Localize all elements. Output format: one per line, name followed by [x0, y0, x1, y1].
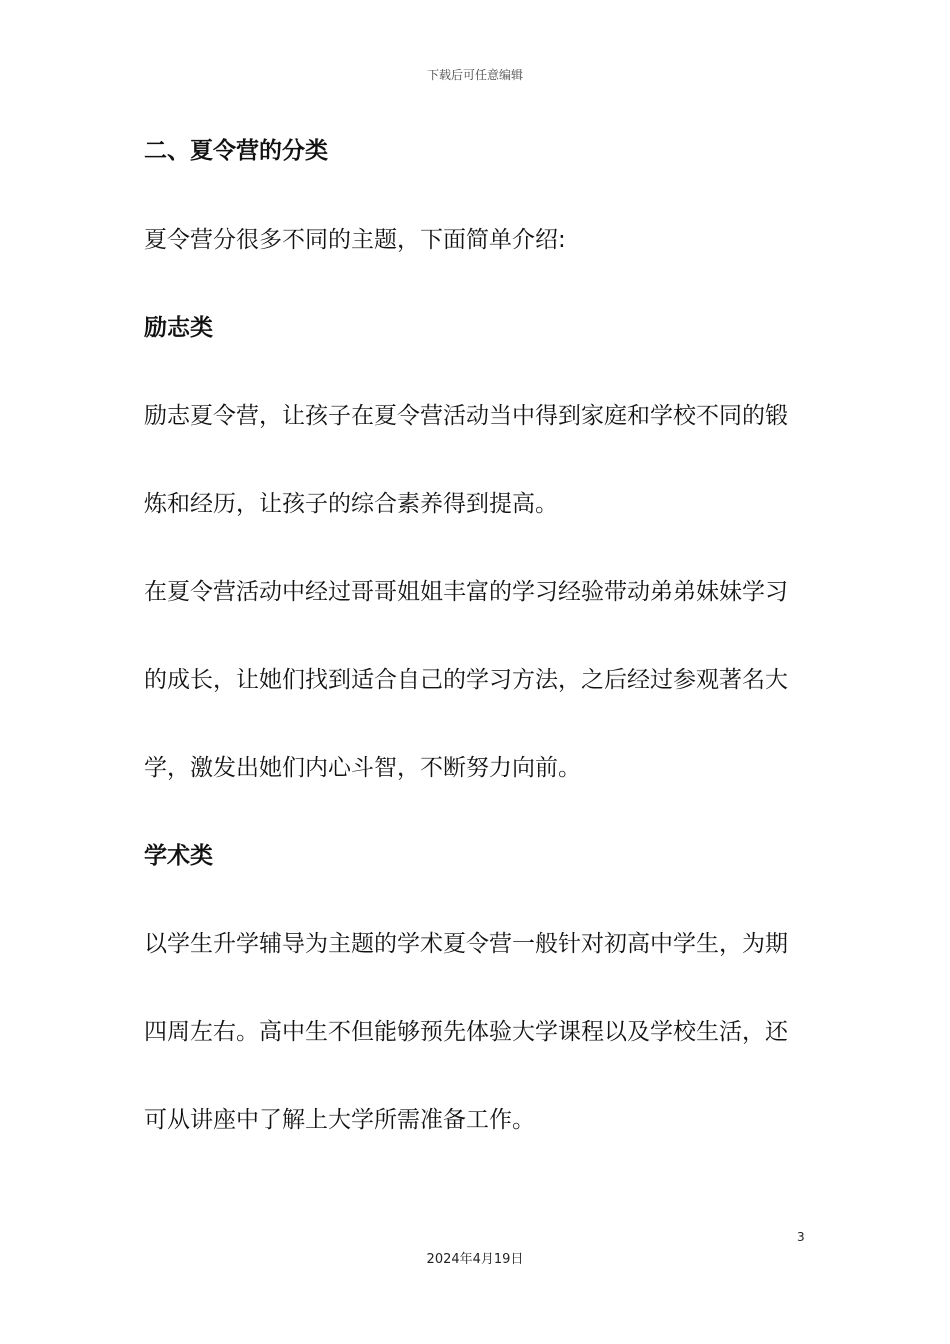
paragraph-line: 炼和经历，让孩子的综合素养得到提高。	[144, 491, 558, 517]
header-note: 下载后可任意编辑	[426, 68, 523, 82]
paragraph-line: 励志夏令营，让孩子在夏令营活动当中得到家庭和学校不同的锻	[144, 403, 788, 429]
section-title: 二、夏令营的分类	[144, 138, 328, 164]
page-number: 3	[797, 1230, 805, 1244]
paragraph-line: 可从讲座中了解上大学所需准备工作。	[144, 1107, 535, 1133]
paragraph-line: 学，激发出她们内心斗智，不断努力向前。	[144, 755, 581, 781]
paragraph-line: 的成长，让她们找到适合自己的学习方法，之后经过参观著名大	[144, 667, 788, 693]
paragraph-line: 以学生升学辅导为主题的学术夏令营一般针对初高中学生，为期	[144, 931, 788, 957]
footer-date: 2024年4月19日	[426, 1252, 524, 1267]
paragraph-line: 在夏令营活动中经过哥哥姐姐丰富的学习经验带动弟弟妹妹学习	[144, 579, 788, 605]
intro-text: 夏令营分很多不同的主题，下面简单介绍:	[144, 227, 566, 253]
category-heading-academic: 学术类	[144, 843, 213, 869]
category-heading-inspirational: 励志类	[144, 315, 213, 341]
paragraph-line: 四周左右。高中生不但能够预先体验大学课程以及学校生活，还	[144, 1019, 788, 1045]
